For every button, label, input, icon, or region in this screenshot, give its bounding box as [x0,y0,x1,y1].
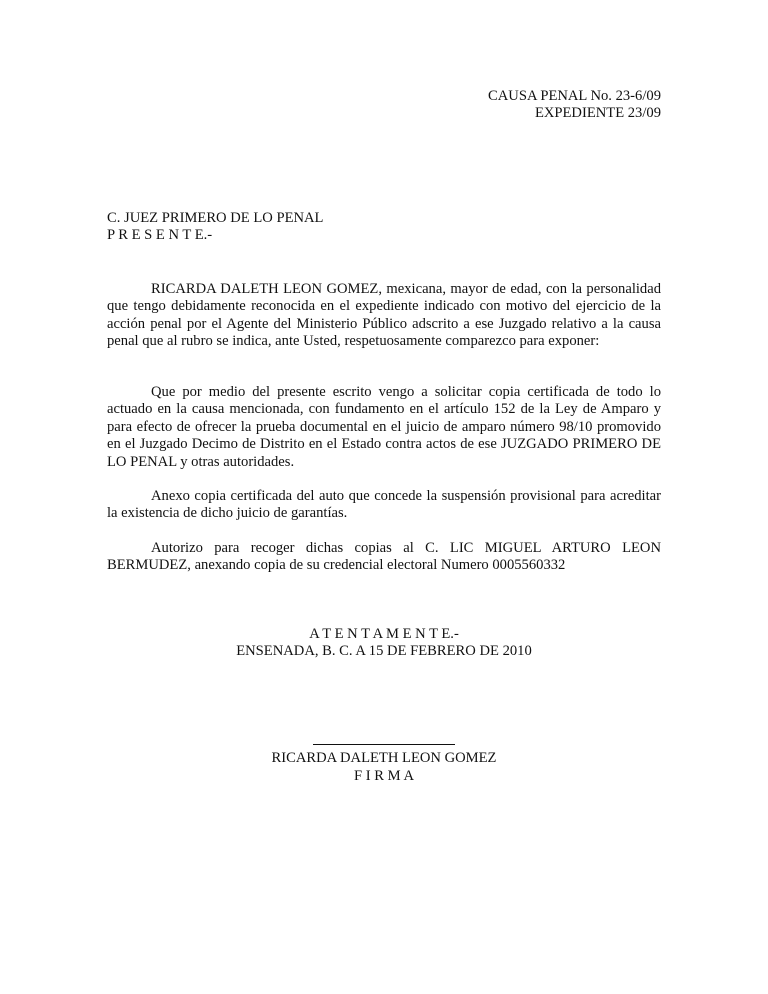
body-paragraph-2 [107,384,661,471]
firma-label: F I R M A [353,767,414,784]
expediente-number: EXPEDIENTE 23/09 [534,105,661,122]
signatory-name: RICARDA DALETH LEON GOMEZ [271,750,497,767]
body-paragraph-3 [107,488,661,523]
paragraph-text: Anexo copia certificada del auto que concede la suspensión provisional para acreditar la existencia de dicho juicio de garantías. [107,488,661,522]
paragraph-text: RICARDA DALETH LEON GOMEZ, mexicana, mayor de edad, con la personalidad que tengo debidamente reconocida en el expediente indicado con motivo del ejercicio de la acción penal por el Agente del Ministerio Público adscrito a ese Juzgado relativo a la causa penal que al rubro se indica, ante Usted, respetuosamente comparezco para exponer: [107,281,661,350]
paragraph-text: Que por medio del presente escrito vengo a solicitar copia certificada de todo lo actuado en la causa mencionada, con fundamento en el artículo 152 de la Ley de Amparo y para efecto de ofrecer la prueba documental en el juicio de amparo número 98/10 promovido en el Juzgado Decimo de Distrito en el Estado contra actos de ese JUZGADO PRIMERO DE LO PENAL y otras autoridades. [107,384,661,470]
addressee-judge: C. JUEZ PRIMERO DE LO PENAL [107,210,324,226]
causa-penal-number: CAUSA PENAL No. 23-6/09 [488,88,661,104]
atentamente-text: A T E N T A M E N T E.- [309,626,459,642]
place-and-date: ENSENADA, B. C. A 15 DE FEBRERO DE 2010 [236,643,532,660]
signature-block [0,730,768,785]
addressee-presente: P R E S E N T E.- [107,227,213,244]
body-paragraph-1 [107,281,661,351]
paragraph-text: Autorizo para recoger dichas copias al C. LIC MIGUEL ARTURO LEON BERMUDEZ, anexando copia de su credencial electoral Numero 0005560332 [107,540,661,574]
signature-line [313,730,455,745]
body-paragraph-4 [107,540,661,575]
closing-block [0,626,768,661]
addressee-block [107,210,323,245]
case-reference [488,88,661,123]
